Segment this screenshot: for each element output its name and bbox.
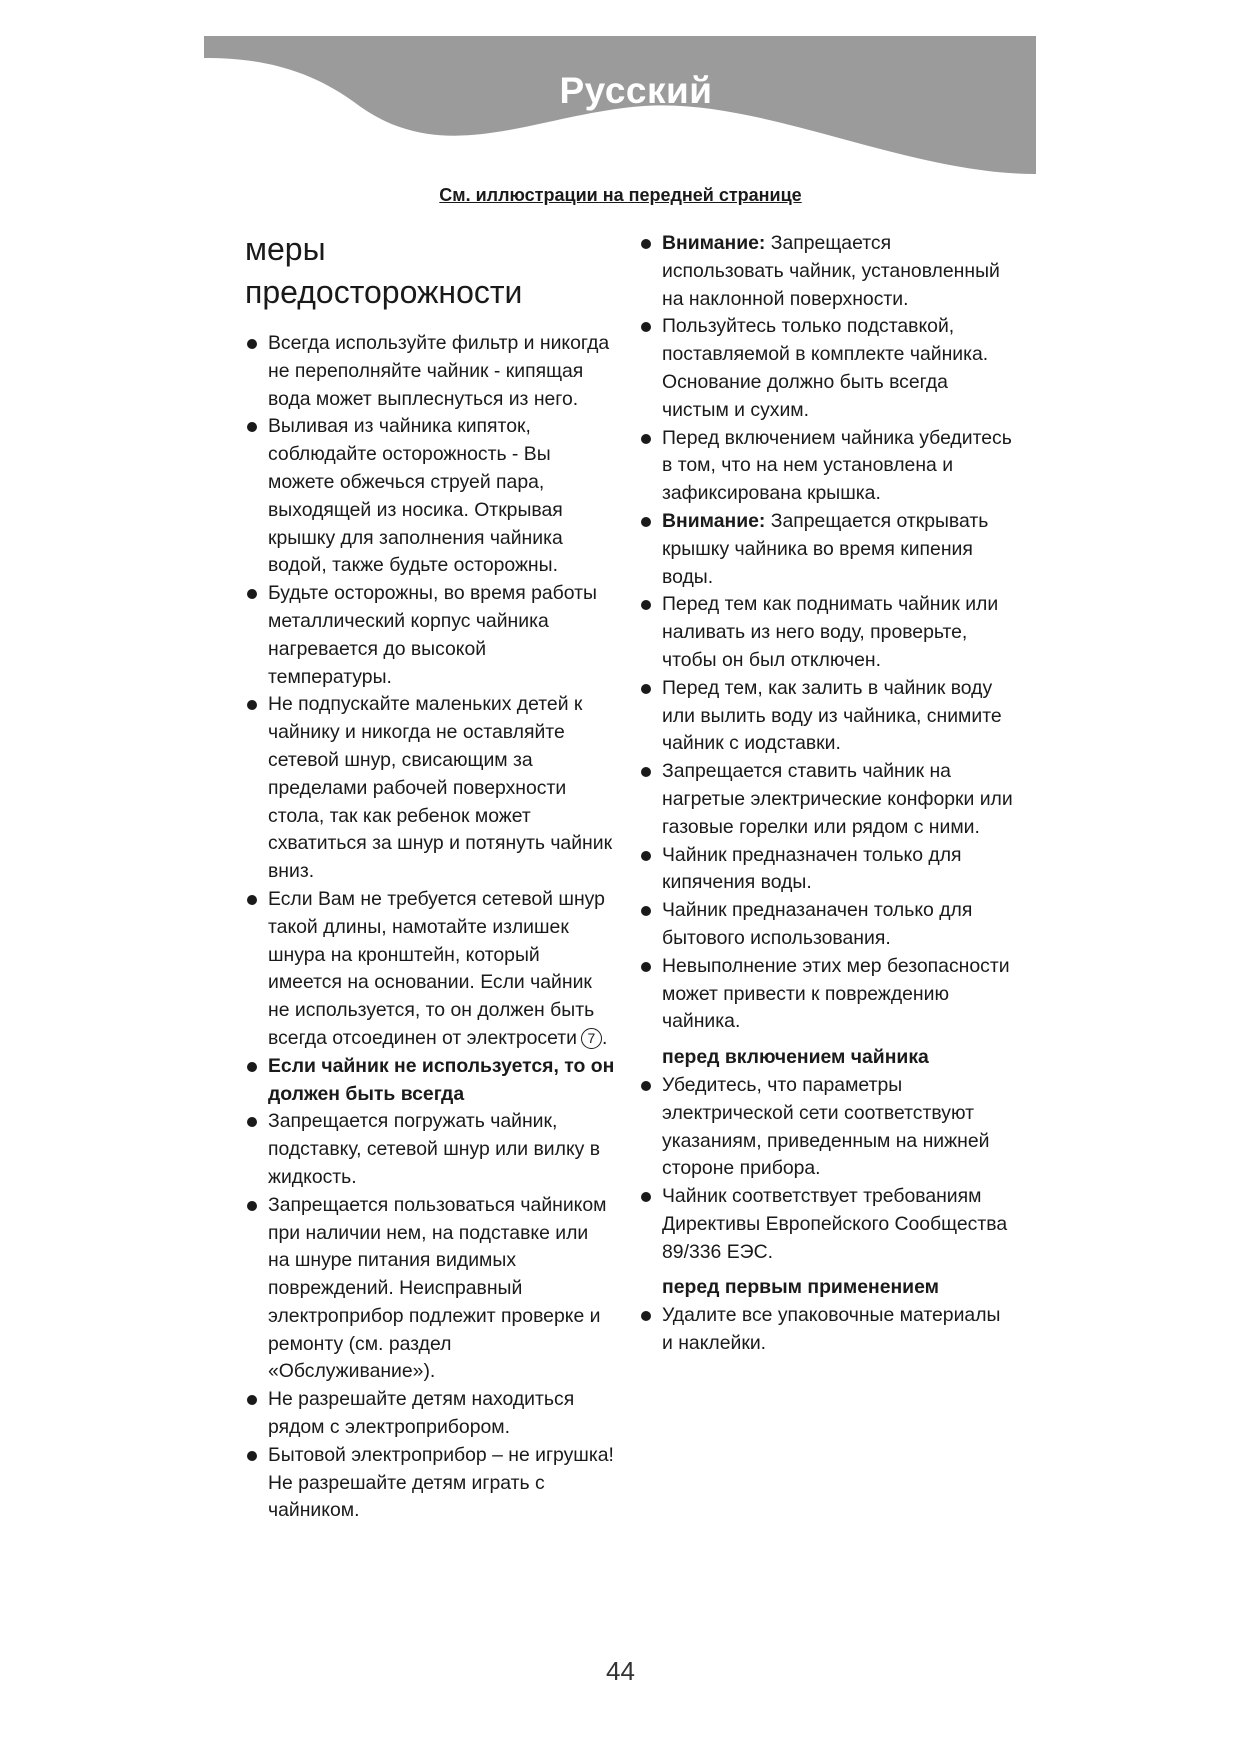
list-item: Удалите все упаковочные материалы и наклейки.	[639, 1302, 1014, 1358]
list-item: Запрещается погружать чайник, подставку, сетевой шнур или вилку в жидкость.	[245, 1108, 615, 1191]
page-number: 44	[606, 1656, 635, 1686]
list-item: Убедитесь, что параметры электрической сети соответствуют указаниям, приведенным на нижней стороне прибора.	[639, 1072, 1014, 1183]
list-item: Чайник предназаначен только для бытового использования.	[639, 897, 1014, 953]
list-item: Пользуйтесь только подставкой, поставляемой в комплекте чайника.	[639, 313, 1014, 369]
list-item: Чайник предназначен только для кипячения воды.	[639, 842, 1014, 898]
list-item: Перед включением чайника убедитесь в том, что на нем установлена и зафиксирована крышка.	[639, 425, 1014, 508]
list-item: Чайник соответствует требованиям Директивы Европейского Сообщества 89/336 ЕЭС.	[639, 1183, 1014, 1266]
before-switching-on-list	[639, 1072, 1014, 1267]
figure-reference-circle: 7	[581, 1028, 602, 1049]
list-item: Перед тем, как залить в чайник воду или вылить воду из чайника, снимите чайник с иодставки.	[639, 675, 1014, 758]
section-title-line2: предосторожности	[245, 274, 523, 310]
subsection-title-before-switching-on: перед включением чайника	[662, 1046, 929, 1069]
header-band	[204, 36, 1036, 180]
subsection-title-before-first-use: перед первым применением	[662, 1276, 939, 1299]
section-title-precautions	[245, 228, 615, 314]
list-item: Запрещается пользоваться чайником при наличии нем, на подставке или на шнуре питания видимых повреждений. Неисправный электроприбор подлежит проверке и ремонту (см. раздел «Обслуживание»).	[245, 1192, 615, 1387]
right-column	[639, 228, 1014, 1358]
list-item-text: Запрещается открывать крышку чайника во время кипения воды.	[662, 509, 989, 588]
left-column	[245, 228, 615, 1525]
list-item: Невыполнение этих мер безопасности может привести к повреждению чайника.	[639, 953, 1014, 1036]
subheading: См. иллюстрации на передней странице	[439, 185, 802, 205]
list-item: Всегда используйте фильтр и никогда не переполняйте чайник - кипящая вода может выплеснуться из него.	[245, 330, 615, 413]
list-item: Будьте осторожны, во время работы металлический корпус чайника нагревается до высокой температуры.	[245, 580, 615, 691]
list-item: Не разрешайте детям находиться рядом с электроприбором.	[245, 1386, 615, 1442]
precautions-list-right	[639, 230, 1014, 369]
list-item	[639, 230, 1014, 313]
list-item-end: .	[601, 1026, 608, 1049]
before-first-use-list	[639, 1302, 1014, 1358]
section-title-line1: меры	[245, 231, 326, 267]
list-item	[245, 886, 615, 1053]
warning-label: Внимание:	[662, 509, 766, 532]
list-item-text: Если Вам не требуется сетевой шнур такой длины, намотайте излишек шнура на кронштейн, который имеется на основании. Если чайник не используется, то он должен быть всегда отсоединен от электросети	[268, 887, 605, 1049]
precautions-list-right-b	[639, 425, 1014, 1037]
list-item: Бытовой электроприбор – не игрушка! Не разрешайте детям играть с чайником.	[245, 1442, 615, 1525]
list-item: Запрещается ставить чайник на нагретые электрические конфорки или газовые горелки или рядом с ними.	[639, 758, 1014, 841]
warning-label: Внимание:	[662, 232, 766, 254]
list-item-text: Запрещается использовать чайник, установленный на наклонной поверхности.	[662, 232, 1000, 310]
list-item: Выливая из чайника кипяток, соблюдайте осторожность - Вы можете обжечься струей пара, выходящей из носика. Открывая крышку для заполнения чайника водой, также будьте осторожны.	[245, 413, 615, 580]
header-title: Русский	[559, 70, 713, 111]
list-item-continuation: Основание должно быть всегда чистым и сухим.	[662, 370, 948, 421]
list-item: Не подпускайте маленьких детей к чайнику и никогда не оставляйте сетевой шнур, свисающим за пределами рабочей поверхности стола, так как ребенок может схватиться за шнур и потянуть чайник вниз.	[245, 691, 615, 886]
list-item	[639, 508, 1014, 591]
list-item: Перед тем как поднимать чайник или наливать из него воду, проверьте, чтобы он был отключен.	[639, 591, 1014, 674]
precautions-list-left	[245, 330, 615, 1525]
list-item-bold: Если чайник не используется, то он должен быть всегда	[245, 1053, 615, 1109]
